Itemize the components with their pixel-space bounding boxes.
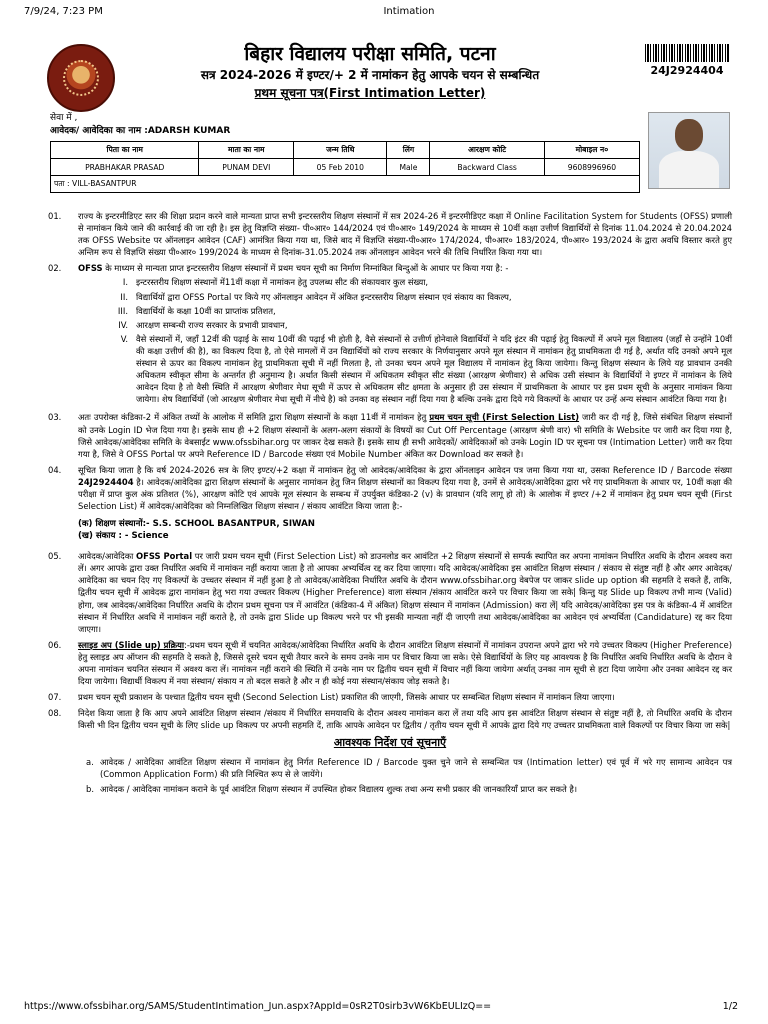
school-name: (क) शिक्षण संस्थानों:- S.S. SCHOOL BASANTPUR, SIWAN — [78, 519, 315, 530]
page-number: 1/2 — [722, 1001, 738, 1012]
letter-header — [150, 42, 590, 102]
letter-body — [48, 210, 732, 798]
print-datetime: 7/9/24, 7:23 PM — [24, 6, 103, 17]
list-item: b. आवेदक / आवेदिका नामांकन कराने के पूर्व आवंटित शिक्षण संस्थान में उपस्थित होकर विद्यालय शुल्क तथा अन्य सभी प्रकार की जानकारियाँ प्राप्त कर सकते है। — [86, 783, 577, 794]
list-item: II. विद्यार्थियों द्वारा OFSS Portal पर किये गए ऑनलाइन आवेदन में अंकित इन्टरस्तरीय शिक्षण संस्थान एवं संकाय का विकल्प, — [120, 291, 512, 302]
para-05: 05. आवेदक/आवेदिका OFSS Portal पर जारी प्रथम चयन सूची (First Selection List) को डाउनलोड कर आवंटित +2 शिक्षण संस्थानों से सम्पर्क स्थापित कर अपना नामांकन निर्धारित अवधि के दौरान अवश्य करा लें। अगर आपके द्वारा उक्त निर्धारित अवधि में नामांकन नहीं कराया जाता है तो आपका अभ्यर्थित्व रद्द कर दिया जाएगा। यदि आवेदक/आवेदिका इस आवंटित शिक्षण संस्थान / संकाय से संतुष्ट नहीं है और अगर आवेदक/आवेदिका का चयन दिए गए विकल्पों के उच्चतर संस्थान में नहीं हुआ है तो आवेदक/आवेदिका निर्धारित अवधि के दौरान www.ofssbihar.org वेबपेज पर जाकर slide up option की सहमति दे सकते हैं, ताकि, द्वितीय चयन सूची में आवेदक द्वारा नामांकन हेतु भरा गया उच्चतर विकल्प (Higher Preference) वाला संस्थान /संकाय आवंटित करने पर विचार किया जा सके| किन्तु यह Slide up विकल्प तभी मान्य (Valid) होगा, जब आवेदक/आवेदिका निर्धारित अवधि के दौरान प्रथम सूचना पत्र में आवंटित (कंडिका-4 में अंकित) शिक्षण संस्थान में नामांकन (Admission) करा लें| यदि आवेदक/आवेदिका इस पत्र के कंडिका-4 में आवंटित संस्थान में निर्धारित अवधि में नामांकन नहीं कराते है, तो उनके द्वारा Slide up विकल्प भरने पर भी इसकी मान्यता नहीं दी जाएगी तथा आवेदक/आवेदिका का आवेदन एवं अभ्यर्थिता (Candidature) रद्द कर दिया जाएगा। — [48, 551, 732, 634]
col-gender: लिंग — [387, 142, 430, 159]
para-03: 03. अतः उपरोक्त कंडिका-2 में अंकित तथ्यों के आलोक में समिति द्वारा शिक्षण संस्थानों के कक्षा 11वीं में नामांकन हेतु प्रथम चयन सूची (First Selection List) जारी कर दी गई है, जिसे संबंधित शिक्षण संस्थानों को उनके Login ID भेज दिया गया है। इसके साथ ही +2 शिक्षण संस्थानों के अलग-अलग संकायों के विषयों का Cut Off Percentage (आरक्षण श्रेणी वार) भी समिति के Website पर जारी कर दिया गया है, जिसे आवेदक/आवेदिका समिति के वेबसाईट www.ofssbihar.org पर जाकर देख सकते हैं। इसके साथ ही सभी आवेदकों/ आवेदिकाओं को उनके Login ID पर सूचना पत्र (Intimation Letter) जारी कर दिया गया है, जिसे वे OFSS Portal पर अपने Reference ID / Barcode संख्या एवं Mobile Number अंकित कर Download कर सकते है। — [48, 412, 732, 459]
session-subtitle: सत्र 2024-2026 में इण्टर/+ 2 में नामांकन हेतु आपके चयन से सम्बन्धित — [200, 68, 540, 82]
para-06: 06. स्लाइड अप (Slide up) प्रक्रिया:-प्रथम चयन सूची में चयनित आवेदक/आवेदिका निर्धारित अवधि के दौरान आवंटित शिक्षण संस्थानों में नामांकन उपरान्त अपने द्वारा भरे गये उच्चतर विकल्प (Higher Preference) हेतु स्लाइड अप ऑप्शन की सहमति दे सकते है, जिससे दूसरे चयन सूची तैयार करने के समय उनके नाम पर विचार किया जा सके। ऐसे विद्यार्थियों के लिए यह आवश्यक है कि निर्धारित अवधि निर्धारित अवधि के दौरान वे अपना नामांकन चयनित संस्थान में अवश्य करा लें। नामांकन नहीं कराने की स्थिति में उनके नाम पर द्वितीय चयन सूची में विचार नहीं किया जायेगा अर्थात् उनका नाम सूची से हटा दिया जायेगा और उनका आवेदन रद्द कर दिया जायेगा। विद्यार्थी विकल्प में नया संस्थान/ संकाय न तो बदल सकते है और न ही कोई नया संस्थान/संकाय जोड़ सकते है। — [48, 639, 732, 687]
mother-name: PUNAM DEVI — [199, 159, 294, 176]
list-item: IV. आरक्षण सम्बन्धी राज्य सरकार के प्रभावी प्रावधान, — [118, 319, 288, 330]
applicant-details-table — [50, 141, 640, 193]
gender: Male — [387, 159, 430, 176]
list-item: III. विद्यार्थियों के कक्षा 10वीं का प्राप्तांक प्रतिशत, — [117, 305, 276, 316]
para-04: 04. सूचित किया जाता है कि वर्ष 2024-2026 सत्र के लिए इण्टर/+2 कक्षा में नामांकन हेतु जो आवेदक/आवेदिका के द्वारा ऑनलाइन आवेदन पत्र जमा किया गया था, उसका Reference ID / Barcode संख्या 24J2924404 है। आवेदक/आवेदिका द्वारा शिक्षण संस्थानों के अनुसार नामांकन हेतु जिन शिक्षण संस्थानों का विकल्प दिया गया है, उनमें से आवेदक/आवेदिका द्वारा भरे गए प्राथमिकता के आधार पर, 10वीं कक्षा की परीक्षा में प्राप्त कुल अंक प्रतिशत (%), आरक्षण कोटि एवं आपके मूल संस्थान के सम्बन्ध में उपर्युक्त कंडिका-2 (v) के प्रावधान (यदि लागू हो तो) के आलोक में इण्टर /+2 में नामांकन हेतु प्रथम चयन सूची (First Selection List) में आवेदक/आवेदिका को निम्नलिखित शिक्षण संस्थान / संकाय आवंटित किया जाता है:- — [48, 464, 732, 512]
table-header-row — [51, 142, 640, 159]
barcode — [645, 44, 729, 62]
list-item: I. इन्टरस्तरीय शिक्षण संस्थानों में11वीं कक्षा में नामांकन हेतु उपलब्ध सीट की संकायवार कुल संख्या, — [122, 277, 429, 288]
faculty: (ख) संकाय : - Science — [78, 531, 169, 542]
applicant-name: आवेदक/ आवेदिका का नाम :ADARSH KUMAR — [50, 126, 231, 136]
letter-title: प्रथम सूचना पत्र(First Intimation Letter) — [254, 86, 486, 100]
col-category: आरक्षण कोटि — [430, 142, 544, 159]
salutation-block — [50, 112, 230, 138]
col-dob: जन्म तिथि — [294, 142, 387, 159]
father-name: PRABHAKAR PRASAD — [51, 159, 199, 176]
list-item: V. वैसे संस्थानों में, जहाँ 12वीं की पढ़ाई के साथ 10वीं की पढ़ाई भी होती है, वैसे संस्थानों से उत्तीर्ण होनेवाले विद्यार्थियों ने यदि इंटर की पढ़ाई हेतु विकल्पों में अपने मूल विद्यालय (जहाँ से उन्होंने 10वीं की कक्षा उत्तीर्ण की है), का विकल्प दिया है, तो ऐसे मामलों में उन विद्यार्थियों को राज्य सरकार के निर्णयानुसार अपने मूल संस्थान में नामांकन हेतु प्राथमिकता दी गई है, अर्थात यदि उनको अपने मूल संस्थान से ऊपर का विकल्प नामांकन हेतु प्राथमिकता सूची में नहीं मिलता है, तो उनका चयन अपने मूल विद्यालय में नामांकन हेतु किया जायेगा। किन्तु शिक्षण संस्थान के लिये यह प्रावधान उनकी अधिकतम स्वीकृत सीमा के अन्तर्गत ही अनुमान्य है। अर्थात किसी संस्थान में अधिकतम स्वीकृत सीट संख्या (आरक्षण श्रेणीवार) से अधिक उसी संस्थान के विद्यार्थियों ने इण्टर में नामांकन के लिये आवेदन दिया है तो वैसी स्थिति में आरक्षण श्रेणीवार मेधा सूची में ऊपर से अधिकतम सीट क्षमता के अनुसार ही उस संस्थान में प्राथमिकता के आधार पर इस प्रथम सूची के अनुसार नामांकन किया जायेगा। शेष विद्यार्थियों (जो आरक्षण श्रेणीवार मेधा सूची में नीचे है) को उनका वह संस्थान नहीं दिया गया है बल्कि उनके द्वारा दिये गये विकल्पों के आधार पर उन्हें अन्य संस्थान आवंटित किया गया है। — [120, 333, 732, 405]
dob: 05 Feb 2010 — [294, 159, 387, 176]
applicant-photo — [648, 112, 730, 189]
col-father: पिता का नाम — [51, 142, 199, 159]
col-mother: माता का नाम — [199, 142, 294, 159]
criteria-list — [78, 276, 732, 405]
print-title: Intimation — [383, 6, 435, 17]
bseb-seal-icon — [47, 44, 115, 112]
print-url[interactable]: https://www.ofssbihar.org/SAMS/StudentIntimation_Jun.aspx?AppId=0sR2T0sirb3vW6KbEULIzQ== — [24, 1001, 492, 1012]
board-title: बिहार विद्यालय परीक्षा समिति, पटना — [244, 43, 496, 65]
address: पता : VILL-BASANTPUR — [51, 176, 640, 193]
col-mobile: मोबाइल न० — [544, 142, 639, 159]
category: Backward Class — [430, 159, 544, 176]
instructions-heading: आवश्यक निर्देश एवं सूचनाएँ — [333, 736, 447, 750]
para-01: 01. राज्य के इन्टरमीडिएट स्तर की शिक्षा प्रदान करने वाले मान्यता प्राप्त सभी इन्टरस्तरीय शिक्षण संस्थानों में सत्र 2024-26 में इन्टरमीडिएट कक्षा में Online Facilitation System for Students (OFSS) प्रणाली से नामांकन किये जाने की कार्रवाई की जा रही है। इस हेतु विज्ञप्ति संख्या- पी०आर० 144/2024 एवं पी०आर० 149/2024 के माध्यम से 10वीं कक्षा उत्तीर्ण विद्यार्थियों से दिनांक 11.04.2024 से 20.04.2024 तक OFSS Website पर ऑनलाइन आवेदन (CAF) आमंत्रित किया गया था, जिसे बाद में विज्ञप्ति संख्या-पी०आर० 174/2024, पी०आर० 183/2024, पी०आर० 193/2024 के द्वारा अवधि विस्तार करते हुए अन्तिम रूप से विज्ञप्ति संख्या पी०आर० 199/2024 के माध्यम से दिनांक-31.05.2024 तक ऑनलाइन आवेदन भरने की तिथि निर्धारित किया गया था। — [48, 211, 732, 258]
allotted-school — [78, 518, 732, 542]
table-row — [51, 159, 640, 176]
salutation: सेवा में , — [50, 113, 78, 123]
para-07: 07. प्रथम चयन सूची प्रकाशन के पश्चात द्वितीय चयन सूची (Second Selection List) प्रकाशित की जाएगी, जिसके आधार पर सम्बन्धित शिक्षण संस्थान में नामांकन लिया जाएगा। — [48, 692, 615, 703]
para-08: 08. निदेश किया जाता है कि आप अपने आवंटित शिक्षण संस्थान /संकाय में निर्धारित समयावधि के दौरान अवश्य नामांकन करा लें तथा यदि आप इस आवंटित शिक्षण संस्थान से संतुष्ट नहीं है, तो निर्धारित अवधि के दौरान किसी भी दिन द्वितीय चयन सूची के लिए slide up विकल्प पर अपनी सहमति दें, ताकि आपके आवेदन पर द्वितीय / तृतीय चयन सूची में आपके द्वारा दिये गए उच्चतर प्राथमिकता वाले विकल्पों पर विचार किया जा सके| — [48, 708, 732, 731]
address-row — [51, 176, 640, 193]
reference-id: 24J2924404 — [650, 64, 724, 77]
mobile: 9608996960 — [544, 159, 639, 176]
para-02: 02. OFSS के माध्यम से मान्यता प्राप्त इन्टरस्तरीय शिक्षण संस्थानों में प्रथम चयन सूची का निर्माण निम्नांकित बिन्दुओं के आधार पर किया गया है: - I. इन्टरस्तरीय शिक्षण संस्थानों में11वीं कक्षा में नामांकन हेतु उपलब्ध सीट की संकायवार कुल संख्या, II. विद्यार्थियों द्वारा OFSS Portal पर किये गए ऑनलाइन आवेदन में अंकित इन्टरस्तरीय शिक्षण संस्थान एवं संकाय का विकल्प, III. विद्यार्थियों के कक्षा 10वीं का प्राप्तांक प्रतिशत, IV. आरक्षण सम्बन्धी राज्य सरकार के प्रभावी प्रावधान, V. वैसे संस्थानों में, जहाँ 12वीं की पढ़ाई के साथ 10वीं की पढ़ाई भी होती है, वैसे संस्थानों से उत्तीर्ण होनेवाले विद्यार्थियों ने यदि इंटर की पढ़ाई हेतु विकल्पों में अपने मूल विद्यालय (जहाँ से उन्होंने 10वीं की कक्षा उत्तीर्ण की है), का विकल्प दिया है, तो ऐसे मामलों में उन विद्यार्थियों को राज्य सरकार के निर्णयानुसार अपने मूल संस्थान में नामांकन हेतु प्राथमिकता दी गई है, अर्थात यदि उनको अपने मूल संस्थान से ऊपर का विकल्प नामांकन हेतु प्राथमिकता सूची में नहीं मिलता है, तो उनका चयन अपने मूल विद्यालय में नामांकन हेतु किया जायेगा। किन्तु शिक्षण संस्थान के लिये यह प्रावधान उनकी अधिकतम स्वीकृत सीमा के अन्तर्गत ही अनुमान्य है। अर्थात किसी संस्थान में अधिकतम स्वीकृत सीट संख्या (आरक्षण श्रेणीवार) से अधिक उसी संस्थान के विद्यार्थियों ने इण्टर में नामांकन के लिये आवेदन दिया है तो वैसी स्थिति में आरक्षण श्रेणीवार मेधा सूची में ऊपर से अधिकतम सीट क्षमता के अनुसार ही उस संस्थान में प्राथमिकता के आधार पर इस प्रथम सूची के अनुसार नामांकन किया जायेगा। शेष विद्यार्थियों (जो आरक्षण श्रेणीवार मेधा सूची में नीचे है) को उनका वह संस्थान नहीं दिया गया है बल्कि उनके द्वारा दिये गये विकल्पों के आधार पर उन्हें अन्य संस्थान आवंटित किया गया है। — [48, 263, 732, 405]
list-item: a. आवेदक / आवेदिका आवंटित शिक्षण संस्थान में नामांकन हेतु निर्गत Reference ID / Barcode युक्त चुने जाने से सम्बन्धित पत्र (Intimation letter) एवं पूर्व में भरे गए सामान्य आवेदन पत्र (Common Application Form) की प्रति निश्चित रूप से ले जायेंगे। — [86, 756, 732, 779]
